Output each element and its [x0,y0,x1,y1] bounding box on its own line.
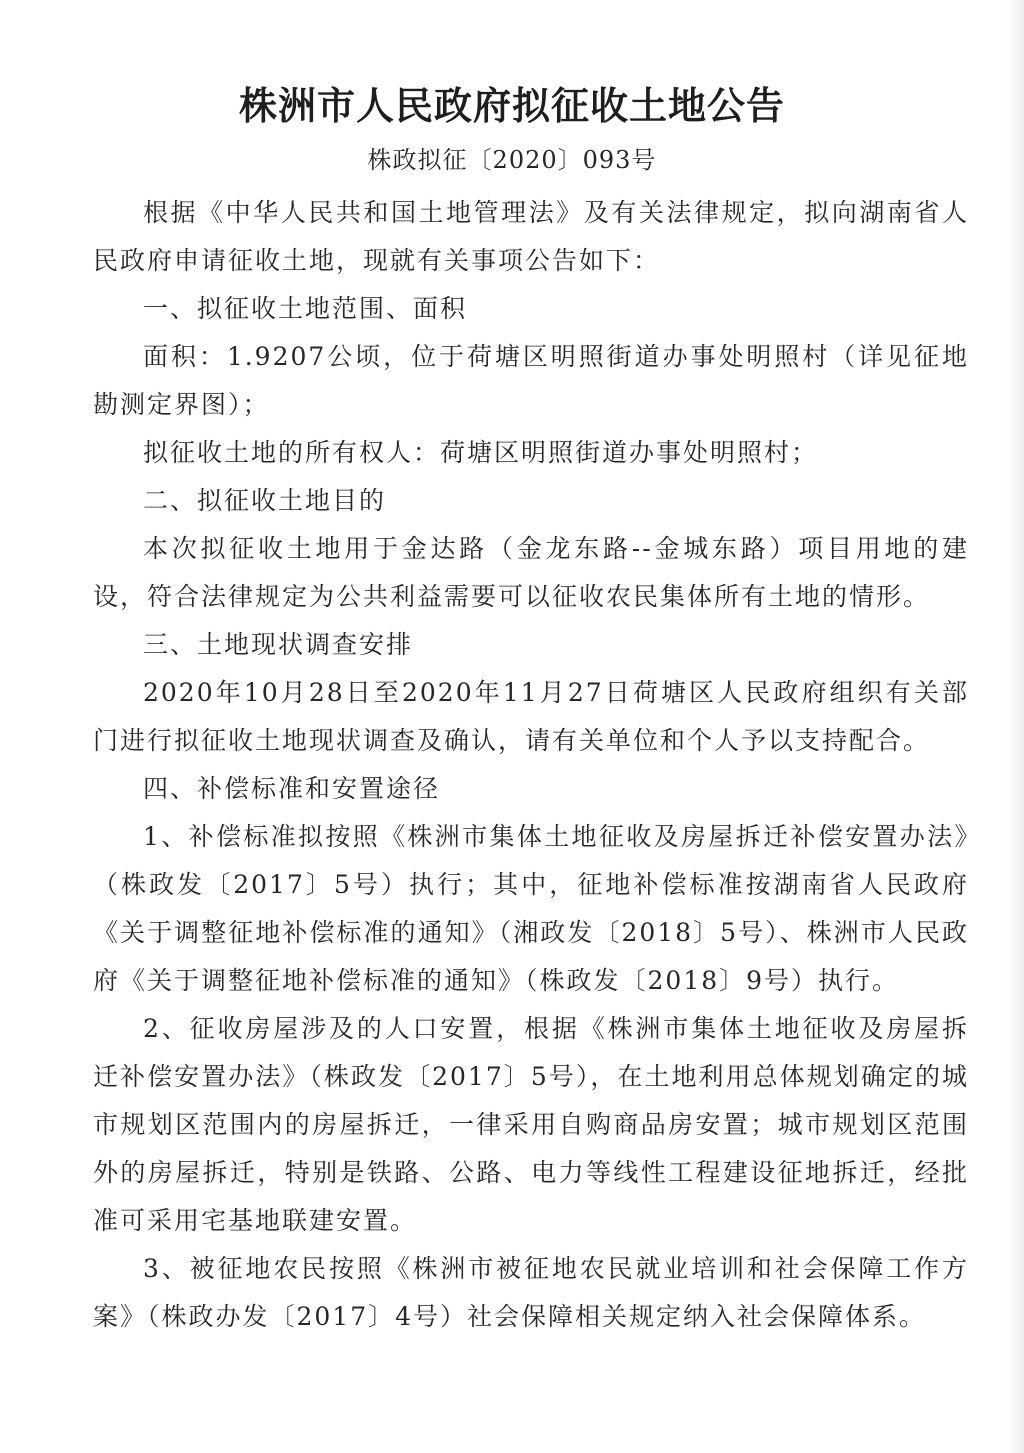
paragraph-area: 面积：1.9207公顷，位于荷塘区明照街道办事处明照村（详见征地勘测定界图）； [93,342,969,419]
document-body [93,189,969,1341]
paragraph-compensation-3: 3、被征地农民按照《株洲市被征地农民就业培训和社会保障工作方案》（株政办发〔2017〕4号）社会保障相关规定纳入社会保障体系。 [93,1254,969,1331]
paragraph-intro: 根据《中华人民共和国土地管理法》及有关法律规定，拟向湖南省人民政府申请征收土地，现就有关事项公告如下： [93,198,969,275]
paragraph-purpose: 本次拟征收土地用于金达路（金龙东路--金城东路）项目用地的建设，符合法律规定为公共利益需要可以征收农民集体所有土地的情形。 [93,534,969,611]
paragraph-owner: 拟征收土地的所有权人：荷塘区明照街道办事处明照村； [143,438,819,467]
paragraph-compensation-1: 1、补偿标准拟按照《株洲市集体土地征收及房屋拆迁补偿安置办法》（株政发〔2017〕5号）执行；其中，征地补偿标准按湖南省人民政府《关于调整征地补偿标准的通知》（湘政发〔2018〕5号）、株洲市人民政府《关于调整征地补偿标准的通知》（株政发〔2018〕9号）执行。 [93,822,969,995]
paragraph-survey: 2020年10月28日至2020年11月27日荷塘区人民政府组织有关部门进行拟征收土地现状调查及确认，请有关单位和个人予以支持配合。 [93,678,969,755]
document-title: 株洲市人民政府拟征收土地公告 [238,84,785,128]
document-number: 株政拟征〔2020〕093号 [367,146,657,174]
scan-edge-shadow [1006,0,1024,1453]
section-heading-scope: 一、拟征收土地范围、面积 [143,294,468,323]
section-heading-survey: 三、土地现状调查安排 [143,630,414,659]
section-heading-purpose: 二、拟征收土地目的 [143,486,387,515]
section-heading-compensation: 四、补偿标准和安置途径 [143,774,441,803]
paragraph-compensation-2: 2、征收房屋涉及的人口安置，根据《株洲市集体土地征收及房屋拆迁补偿安置办法》（株政发〔2017〕5号），在土地利用总体规划确定的城市规划区范围内的房屋拆迁，一律采用自购商品房安置；城市规划区范围外的房屋拆迁，特别是铁路、公路、电力等线性工程建设征地拆迁，经批准可采用宅基地联建安置。 [93,1014,969,1235]
